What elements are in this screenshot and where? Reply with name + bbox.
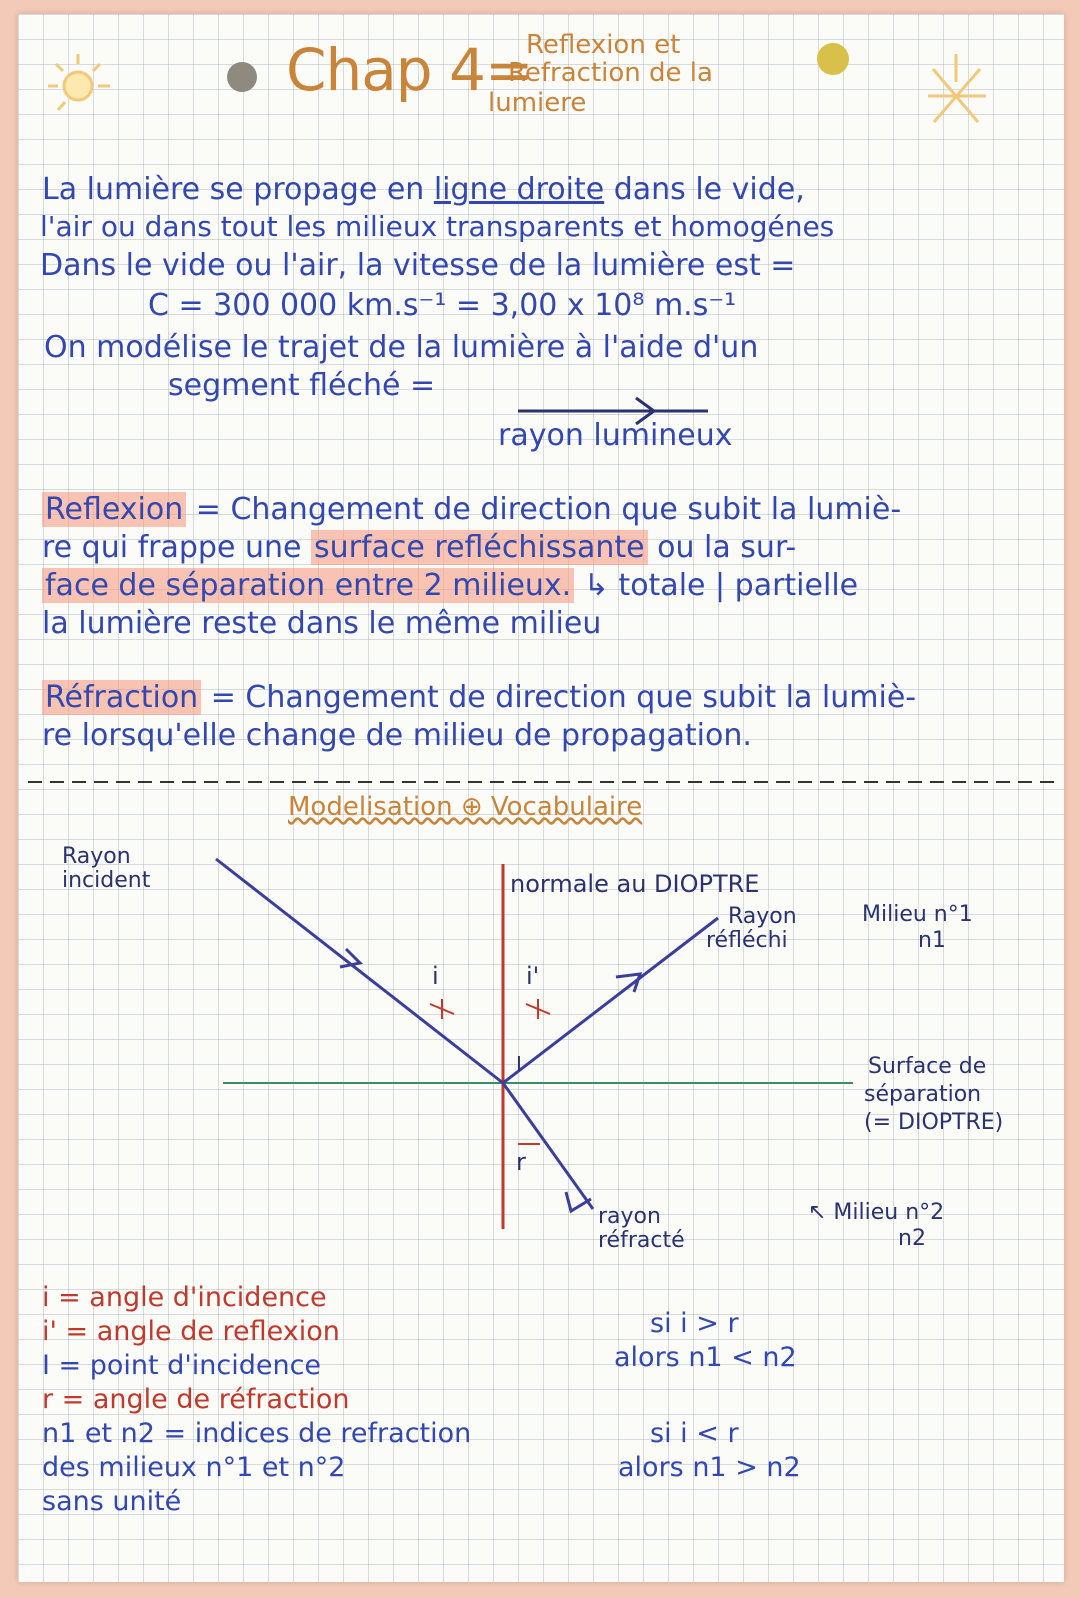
surface-label-1: Surface de: [868, 1054, 987, 1079]
angle-i-prime-label: i': [526, 962, 540, 990]
reflexion-highlight: surface refléchissante: [311, 530, 648, 565]
intro-line-4: On modélise le trajet de la lumière à l'aide d'un: [44, 330, 759, 365]
surface-label-2: séparation: [864, 1082, 982, 1107]
reflexion-line-1: [42, 492, 901, 527]
title-line-3: lumiere: [488, 88, 587, 118]
reflexion-term: Reflexion: [42, 492, 186, 527]
refracted-label-2: réfracté: [598, 1228, 685, 1253]
sun-icon-left: [48, 54, 110, 110]
angle-r-label: r: [516, 1148, 526, 1176]
angle-i-mark: [430, 999, 454, 1019]
reflexion-text-2c: ou la sur-: [647, 530, 797, 565]
diagram-heading: Modelisation ⊕ Vocabulaire: [288, 792, 643, 822]
legend-line-3: I = point d'incidence: [42, 1350, 322, 1381]
title-line-2: Refraction de la: [508, 58, 713, 88]
refraction-line-2: re lorsqu'elle change de milieu de propagation.: [42, 718, 752, 753]
intro-line-1: [42, 172, 805, 207]
milieu1-label: Milieu n°1: [862, 902, 973, 927]
legend-line-5: n1 et n2 = indices de refraction: [42, 1418, 472, 1449]
intro-line-5: segment fléché =: [168, 368, 436, 403]
reflected-arrow-icon: [616, 974, 640, 992]
refracted-arrow-icon: [566, 1192, 591, 1211]
reflexion-line-3: [42, 568, 858, 603]
bullet-icon-left: [227, 62, 257, 92]
intro-line-2: l'air ou dans tout les milieux transparents et homogénes: [40, 210, 835, 243]
surface-label-3: (= DIOPTRE): [864, 1110, 1004, 1135]
incident-label-2: incident: [62, 868, 151, 893]
intro-underlined: ligne droite: [433, 172, 605, 207]
intro-text-end: dans le vide,: [604, 172, 805, 207]
reflected-label-1: Rayon: [728, 904, 797, 929]
sun-icon-right: [928, 54, 986, 122]
ray-label: rayon lumineux: [498, 418, 733, 453]
title-line-1: Reflexion et: [526, 30, 681, 60]
rule-2-result: alors n1 > n2: [618, 1452, 801, 1483]
intro-line-3: Dans le vide ou l'air, la vitesse de la lumière est =: [40, 248, 796, 283]
rule-1-condition: si i > r: [650, 1308, 739, 1339]
rule-2-condition: si i < r: [650, 1418, 739, 1449]
title-separator: =: [484, 36, 533, 104]
reflexion-line-4: la lumière reste dans le même milieu: [42, 606, 602, 641]
intro-text: La lumière se propage en: [42, 172, 434, 207]
legend-line-1: i = angle d'incidence: [42, 1282, 327, 1313]
legend-line-2: i' = angle de reflexion: [42, 1316, 340, 1347]
milieu1-index: n1: [918, 928, 946, 953]
legend-line-4: r = angle de réfraction: [42, 1384, 350, 1415]
legend-line-7: sans unité: [42, 1486, 182, 1517]
reflected-ray: [503, 918, 718, 1083]
incidence-point-label: I: [516, 1052, 522, 1076]
reflexion-line-2: [42, 530, 796, 565]
incident-ray: [216, 859, 503, 1083]
milieu2-index: n2: [898, 1226, 926, 1251]
angle-i-label: i: [432, 962, 439, 990]
refraction-line-1: [42, 680, 916, 715]
reflected-label-2: réfléchi: [706, 928, 788, 953]
reflexion-text-1: = Changement de direction que subit la lumiè-: [186, 492, 902, 527]
refraction-term: Réfraction: [42, 680, 201, 715]
bullet-icon-right: [817, 43, 849, 75]
reflexion-text-2a: re qui frappe une: [42, 530, 311, 565]
refracted-ray: [503, 1083, 593, 1209]
notebook-page: [18, 14, 1064, 1582]
refracted-label-1: rayon: [598, 1204, 661, 1229]
reflexion-highlight-2: face de séparation entre 2 milieux.: [42, 568, 574, 603]
normal-label: normale au DIOPTRE: [510, 870, 760, 898]
refraction-text-1: = Changement de direction que subit la lumiè-: [201, 680, 917, 715]
rule-1-result: alors n1 < n2: [614, 1342, 797, 1373]
legend-line-6: des milieux n°1 et n°2: [42, 1452, 346, 1483]
milieu2-label: ↖ Milieu n°2: [808, 1200, 945, 1225]
incident-label-1: Rayon: [62, 844, 131, 869]
chapter-number: Chap 4: [286, 36, 485, 104]
reflexion-types: ↳ totale | partielle: [574, 568, 859, 603]
angle-i-prime-mark: [526, 999, 550, 1019]
speed-formula: C = 300 000 km.s⁻¹ = 3,00 x 10⁸ m.s⁻¹: [148, 288, 737, 323]
